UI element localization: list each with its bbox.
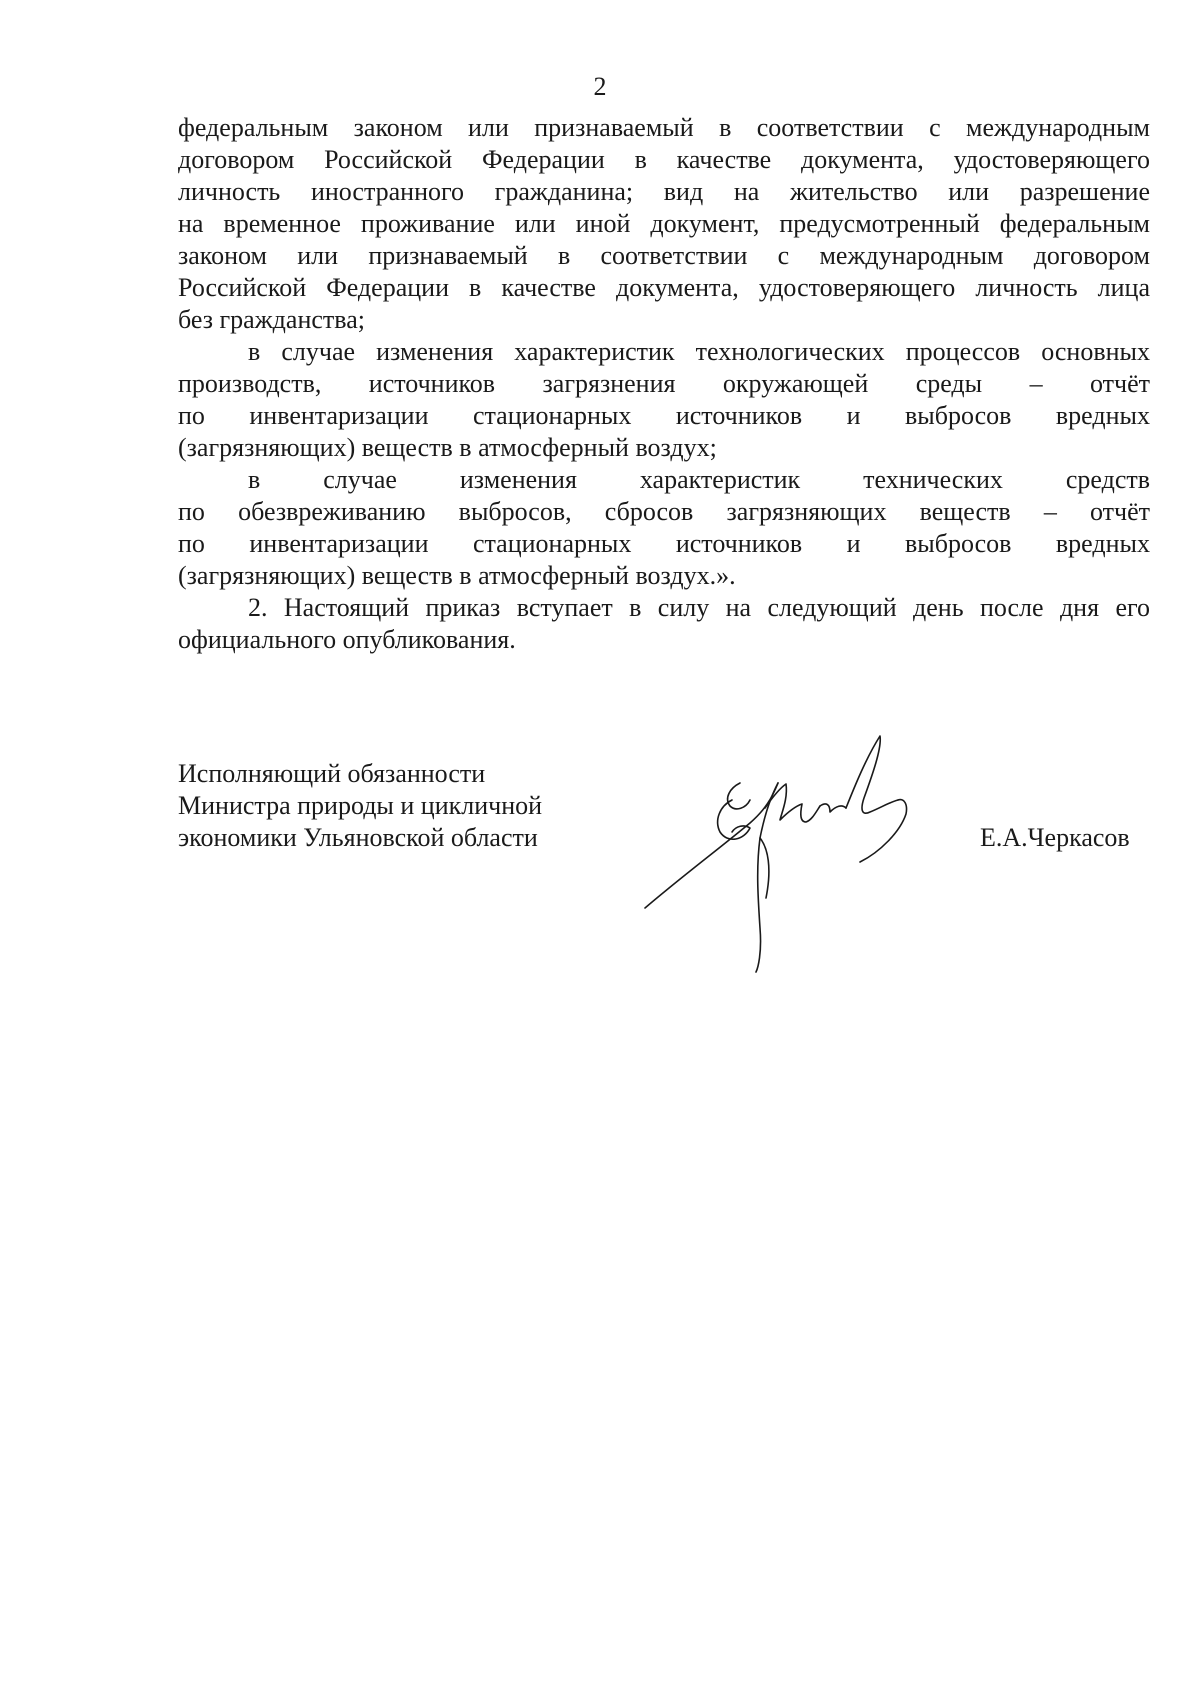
signatory-position-line: Министра природы и цикличной: [178, 791, 543, 820]
text-line: личность иностранного гражданина; вид на жительство или разрешение: [178, 177, 1150, 206]
handwritten-signature: [640, 728, 940, 978]
text-line: официального опубликования.: [178, 625, 516, 654]
paragraph-process-change: [178, 336, 1150, 464]
text-line: договором Российской Федерации в качестве документа, удостоверяющего: [178, 145, 1150, 174]
text-line: без гражданства;: [178, 305, 365, 334]
text-line: (загрязняющих) веществ в атмосферный воздух;: [178, 433, 717, 462]
text-line: законом или признаваемый в соответствии с международным договором: [178, 241, 1150, 270]
text-line: Российской Федерации в качестве документа, удостоверяющего личность лица: [178, 273, 1150, 302]
text-line: производств, источников загрязнения окружающей среды – отчёт: [178, 369, 1150, 398]
page-number: 2: [593, 72, 607, 101]
signatory-position-line: Исполняющий обязанности: [178, 759, 486, 788]
signatory-position: [178, 758, 542, 854]
text-line: по инвентаризации стационарных источников и выбросов вредных: [178, 529, 1150, 558]
text-line: в случае изменения характеристик технологических процессов основных: [248, 337, 1150, 366]
signatory-position-line: экономики Ульяновской области: [178, 823, 538, 852]
text-line: (загрязняющих) веществ в атмосферный воздух.».: [178, 561, 736, 590]
signer-name: Е.А.Черкасов: [980, 823, 1130, 852]
paragraph-equipment-change: [178, 464, 1150, 592]
text-line: по инвентаризации стационарных источников и выбросов вредных: [178, 401, 1150, 430]
text-line: в случае изменения характеристик технических средств: [248, 465, 1150, 494]
paragraph-effective-date: [178, 592, 1150, 656]
text-line: федеральным законом или признаваемый в соответствии с международным: [178, 113, 1150, 142]
text-line: 2. Настоящий приказ вступает в силу на следующий день после дня его: [248, 593, 1150, 622]
text-line: по обезвреживанию выбросов, сбросов загрязняющих веществ – отчёт: [178, 497, 1150, 526]
document-body: [178, 112, 1150, 656]
paragraph-identity-documents: [178, 112, 1150, 336]
text-line: на временное проживание или иной документ, предусмотренный федеральным: [178, 209, 1150, 238]
